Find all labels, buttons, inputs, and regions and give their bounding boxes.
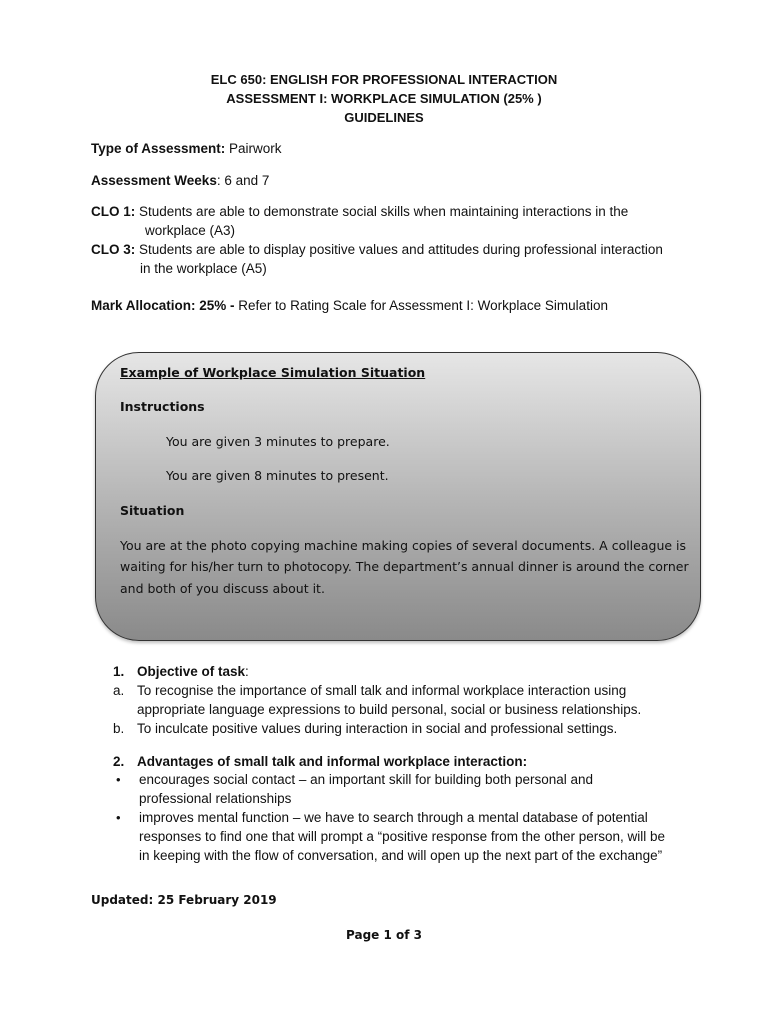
type-label: Type of Assessment: [91,141,226,156]
present-instruction: You are given 8 minutes to present. [166,468,389,483]
objective-title: Objective of task [137,664,246,679]
bullet-2: • [116,810,121,825]
situation-line-2: waiting for his/her turn to photocopy. The department’s annual dinner is around the corner [120,559,689,574]
advantage-2-line-1: improves mental function – we have to search through a mental database of potential [139,810,648,825]
clo1-label: CLO 1: [91,204,136,219]
objective-a-line-1: To recognise the importance of small talk and informal workplace interaction using [137,683,627,698]
assessment-title: ASSESSMENT I: WORKPLACE SIMULATION (25% ) [226,91,542,106]
advantage-1-line-1: encourages social contact – an important skill for building both personal and [139,772,594,787]
advantage-1-line-2: professional relationships [139,791,292,806]
clo3-continued: in the workplace (A5) [140,261,267,276]
updated-date: Updated: 25 February 2019 [91,893,277,907]
clo3-label: CLO 3: [91,242,136,257]
objective-b-line-1: To inculcate positive values during interaction in social and professional settings. [137,721,618,736]
objective-b-marker: b. [113,721,125,736]
page-number: Page 1 of 3 [346,928,422,942]
clo3-text: Students are able to display positive values and attitudes during professional interaction [135,242,663,257]
assessment-weeks [91,171,269,190]
instructions-label: Instructions [120,399,205,414]
mark-percent: 25% - [195,298,239,313]
title-block [0,70,768,127]
advantage-2-line-3: in keeping with the flow of conversation, and will open up the next part of the exchange” [139,848,663,863]
objective-heading [137,662,249,681]
situation-label: Situation [120,503,185,518]
advantages-number: 2. [113,754,125,769]
objective-a-marker: a. [113,683,125,698]
course-title: ELC 650: ENGLISH FOR PROFESSIONAL INTERACTION [210,72,558,87]
weeks-label: Assessment Weeks [91,173,217,188]
mark-allocation [91,296,608,315]
advantages-title: Advantages of small talk and informal workplace interaction: [137,754,528,769]
bullet-1: • [116,772,121,787]
advantage-2-line-2: responses to find one that will prompt a “positive response from the other person, will be [139,829,666,844]
mark-value: Refer to Rating Scale for Assessment I: Workplace Simulation [238,298,608,313]
clo1-text: Students are able to demonstrate social skills when maintaining interactions in the [135,204,629,219]
objective-number: 1. [113,664,125,679]
objective-colon: : [245,664,249,679]
weeks-value: : 6 and 7 [216,173,270,188]
example-situation-box [95,352,701,641]
clo3 [91,240,663,259]
type-value: Pairwork [225,141,282,156]
guidelines-title: GUIDELINES [344,110,424,125]
example-heading: Example of Workplace Simulation Situation [120,365,426,380]
situation-line-3: and both of you discuss about it. [120,581,325,596]
situation-line-1: You are at the photo copying machine making copies of several documents. A colleague is [120,538,687,553]
objective-a-line-2: appropriate language expressions to build personal, social or business relationships. [137,702,642,717]
type-of-assessment [91,139,282,158]
mark-label: Mark Allocation: [91,298,196,313]
clo1-continued: workplace (A3) [145,223,236,238]
clo1 [91,202,628,221]
prepare-instruction: You are given 3 minutes to prepare. [166,434,390,449]
